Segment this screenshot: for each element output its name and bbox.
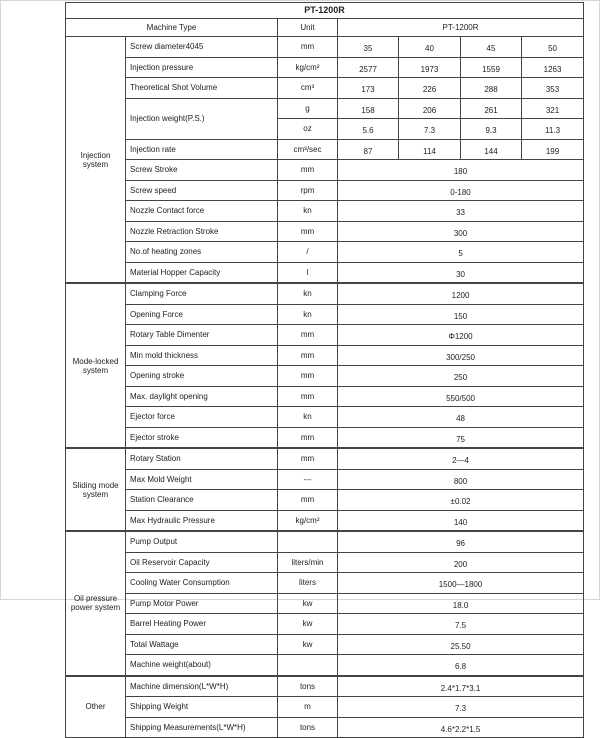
unit-cell: mm bbox=[278, 221, 338, 242]
table-row bbox=[66, 510, 584, 531]
value-cell: 35 bbox=[338, 37, 399, 58]
table-row bbox=[66, 325, 584, 346]
param-cell: Injection weight(P.S.) bbox=[126, 98, 278, 139]
unit-cell: liters bbox=[278, 573, 338, 594]
value-cell: 261 bbox=[461, 98, 522, 119]
value-cell: 353 bbox=[522, 78, 584, 99]
value-cell: 48 bbox=[338, 407, 584, 428]
value-cell: Φ1200 bbox=[338, 325, 584, 346]
param-cell: Pump Output bbox=[126, 531, 278, 552]
table-row bbox=[66, 37, 584, 58]
value-cell: 200 bbox=[338, 552, 584, 573]
table-row bbox=[66, 201, 584, 222]
value-cell: 40 bbox=[399, 37, 461, 58]
table-row bbox=[66, 242, 584, 263]
section-label-mode-locked-system: Mode-locked system bbox=[66, 283, 126, 448]
param-cell: Injection pressure bbox=[126, 57, 278, 78]
param-cell: Max Hydraulic Pressure bbox=[126, 510, 278, 531]
value-cell: 1973 bbox=[399, 57, 461, 78]
value-cell: 206 bbox=[399, 98, 461, 119]
value-cell: 800 bbox=[338, 469, 584, 490]
value-cell: 550/500 bbox=[338, 386, 584, 407]
unit-cell: kn bbox=[278, 407, 338, 428]
table-row bbox=[66, 407, 584, 428]
value-cell: 96 bbox=[338, 531, 584, 552]
table-row bbox=[66, 98, 584, 119]
unit-cell: / bbox=[278, 242, 338, 263]
value-cell: 1263 bbox=[522, 57, 584, 78]
value-cell: 6.8 bbox=[338, 655, 584, 676]
param-cell: Theoretical Shot Volume bbox=[126, 78, 278, 99]
unit-cell: kn bbox=[278, 283, 338, 304]
table-row bbox=[66, 57, 584, 78]
param-cell: Nozzle Contact force bbox=[126, 201, 278, 222]
table-row bbox=[66, 573, 584, 594]
unit-cell: mm bbox=[278, 490, 338, 511]
table-row bbox=[66, 221, 584, 242]
section-label-other: Other bbox=[66, 676, 126, 738]
param-cell: Screw speed bbox=[126, 180, 278, 201]
value-cell: 75 bbox=[338, 427, 584, 448]
value-cell: 140 bbox=[338, 510, 584, 531]
unit-cell bbox=[278, 531, 338, 552]
unit-cell: mm bbox=[278, 37, 338, 58]
value-cell: 87 bbox=[338, 139, 399, 160]
value-cell: 50 bbox=[522, 37, 584, 58]
page-title: PT-1200R bbox=[66, 3, 584, 19]
value-cell: ±0.02 bbox=[338, 490, 584, 511]
value-cell: 114 bbox=[399, 139, 461, 160]
param-cell: Max. daylight opening bbox=[126, 386, 278, 407]
table-row bbox=[66, 634, 584, 655]
unit-cell: cm³/sec bbox=[278, 139, 338, 160]
unit-cell: kn bbox=[278, 201, 338, 222]
table-row bbox=[66, 160, 584, 181]
value-cell: 288 bbox=[461, 78, 522, 99]
value-cell: 33 bbox=[338, 201, 584, 222]
value-cell: 4.6*2.2*1.5 bbox=[338, 717, 584, 738]
value-cell: 226 bbox=[399, 78, 461, 99]
value-cell: 150 bbox=[338, 304, 584, 325]
unit-cell: kw bbox=[278, 593, 338, 614]
param-cell: Injection rate bbox=[126, 139, 278, 160]
unit-cell: mm bbox=[278, 160, 338, 181]
param-cell: Total Wattage bbox=[126, 634, 278, 655]
value-cell: 250 bbox=[338, 366, 584, 387]
param-cell: Ejector force bbox=[126, 407, 278, 428]
table-row bbox=[66, 366, 584, 387]
param-cell: Nozzle Retraction Stroke bbox=[126, 221, 278, 242]
table-row bbox=[66, 139, 584, 160]
table-row bbox=[66, 593, 584, 614]
param-cell: Screw Stroke bbox=[126, 160, 278, 181]
unit-cell: liters/min bbox=[278, 552, 338, 573]
unit-cell: mm bbox=[278, 345, 338, 366]
value-cell: 30 bbox=[338, 262, 584, 283]
param-cell: Opening stroke bbox=[126, 366, 278, 387]
value-cell: 300 bbox=[338, 221, 584, 242]
table-row bbox=[66, 262, 584, 283]
spec-table bbox=[65, 2, 584, 738]
param-cell: Max Mold Weight bbox=[126, 469, 278, 490]
value-cell: 173 bbox=[338, 78, 399, 99]
table-row bbox=[66, 283, 584, 304]
param-cell: Screw diameter4045 bbox=[126, 37, 278, 58]
table-row bbox=[66, 676, 584, 697]
section-label-injection-system: Injection system bbox=[66, 37, 126, 284]
unit-cell: tons bbox=[278, 717, 338, 738]
unit-cell: oz bbox=[278, 119, 338, 140]
param-cell: Ejector stroke bbox=[126, 427, 278, 448]
unit-cell: tons bbox=[278, 676, 338, 697]
unit-cell: --- bbox=[278, 469, 338, 490]
param-cell: Clamping Force bbox=[126, 283, 278, 304]
unit-cell: l bbox=[278, 262, 338, 283]
header-machine-type: Machine Type bbox=[66, 19, 278, 37]
value-cell: 158 bbox=[338, 98, 399, 119]
unit-cell: mm bbox=[278, 448, 338, 469]
unit-cell: kw bbox=[278, 634, 338, 655]
header-model: PT-1200R bbox=[338, 19, 584, 37]
unit-cell: kn bbox=[278, 304, 338, 325]
section-label-oil-pressure-power-system: Oil pressure power system bbox=[66, 531, 126, 676]
unit-cell: kg/cm² bbox=[278, 510, 338, 531]
param-cell: Shipping Measurements(L*W*H) bbox=[126, 717, 278, 738]
value-cell: 199 bbox=[522, 139, 584, 160]
value-cell: 1500—1800 bbox=[338, 573, 584, 594]
table-row bbox=[66, 345, 584, 366]
table-row bbox=[66, 531, 584, 552]
value-cell: 7.3 bbox=[338, 697, 584, 718]
value-cell: 45 bbox=[461, 37, 522, 58]
value-cell: 1559 bbox=[461, 57, 522, 78]
value-cell: 2577 bbox=[338, 57, 399, 78]
value-cell: 0-180 bbox=[338, 180, 584, 201]
value-cell: 321 bbox=[522, 98, 584, 119]
param-cell: Material Hopper Capacity bbox=[126, 262, 278, 283]
value-cell: 180 bbox=[338, 160, 584, 181]
unit-cell: g bbox=[278, 98, 338, 119]
param-cell: Pump Motor Power bbox=[126, 593, 278, 614]
param-cell: Opening Force bbox=[126, 304, 278, 325]
unit-cell: mm bbox=[278, 427, 338, 448]
unit-cell: mm bbox=[278, 386, 338, 407]
unit-cell: m bbox=[278, 697, 338, 718]
param-cell: Station Clearance bbox=[126, 490, 278, 511]
table-row bbox=[66, 427, 584, 448]
table-row bbox=[66, 78, 584, 99]
value-cell: 7.5 bbox=[338, 614, 584, 635]
table-row bbox=[66, 304, 584, 325]
value-cell: 9.3 bbox=[461, 119, 522, 140]
table-row bbox=[66, 448, 584, 469]
value-cell: 25.50 bbox=[338, 634, 584, 655]
unit-cell: mm bbox=[278, 366, 338, 387]
table-row bbox=[66, 180, 584, 201]
param-cell: Shipping Weight bbox=[126, 697, 278, 718]
value-cell: 1200 bbox=[338, 283, 584, 304]
value-cell: 2.4*1.7*3.1 bbox=[338, 676, 584, 697]
value-cell: 5.6 bbox=[338, 119, 399, 140]
unit-cell bbox=[278, 655, 338, 676]
header-unit: Unit bbox=[278, 19, 338, 37]
param-cell: No.of heating zones bbox=[126, 242, 278, 263]
section-label-sliding-mode-system: Sliding mode system bbox=[66, 448, 126, 531]
param-cell: Machine weight(about) bbox=[126, 655, 278, 676]
unit-cell: kw bbox=[278, 614, 338, 635]
table-row bbox=[66, 552, 584, 573]
table-row bbox=[66, 386, 584, 407]
value-cell: 300/250 bbox=[338, 345, 584, 366]
table-row bbox=[66, 717, 584, 738]
header-row bbox=[66, 19, 584, 37]
title-row bbox=[66, 3, 584, 19]
table-row bbox=[66, 469, 584, 490]
value-cell: 7.3 bbox=[399, 119, 461, 140]
param-cell: Min mold thickness bbox=[126, 345, 278, 366]
value-cell: 2—4 bbox=[338, 448, 584, 469]
value-cell: 144 bbox=[461, 139, 522, 160]
table-row bbox=[66, 614, 584, 635]
value-cell: 18.0 bbox=[338, 593, 584, 614]
param-cell: Rotary Table Dimenter bbox=[126, 325, 278, 346]
table-row bbox=[66, 490, 584, 511]
param-cell: Oil Reservoir Capacity bbox=[126, 552, 278, 573]
value-cell: 11.3 bbox=[522, 119, 584, 140]
unit-cell: rpm bbox=[278, 180, 338, 201]
unit-cell: cm³ bbox=[278, 78, 338, 99]
value-cell: 5 bbox=[338, 242, 584, 263]
param-cell: Machine dimension(L*W*H) bbox=[126, 676, 278, 697]
table-row bbox=[66, 697, 584, 718]
unit-cell: mm bbox=[278, 325, 338, 346]
param-cell: Cooling Water Consumption bbox=[126, 573, 278, 594]
param-cell: Barrel Heating Power bbox=[126, 614, 278, 635]
param-cell: Rotary Station bbox=[126, 448, 278, 469]
unit-cell: kg/cm² bbox=[278, 57, 338, 78]
table-row bbox=[66, 655, 584, 676]
